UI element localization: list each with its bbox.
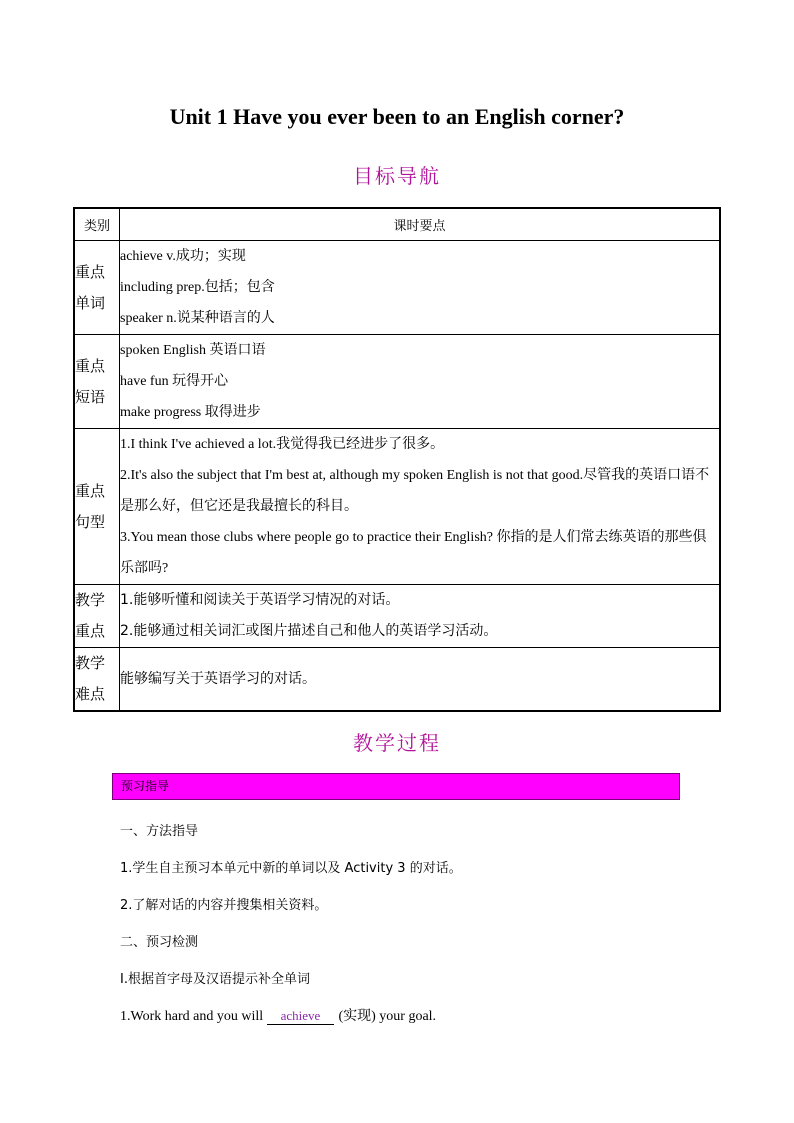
question-text: 1.Work hard and you will: [120, 1009, 267, 1024]
table-row: [74, 648, 720, 712]
section-title-goals: 目标导航: [353, 164, 441, 188]
content-line: 2.It's also the subject that I'm best at, although my spoken English is not that good.尽管我的英语口语不是那么好，但它还是我最擅长的科目。: [120, 468, 710, 514]
method-heading: 一、方法指导: [120, 824, 199, 839]
row-content: [120, 241, 721, 335]
row-category: [74, 648, 120, 712]
method-item: 2.了解对话的内容并搜集相关资料。: [120, 898, 328, 913]
category-line: 单词: [75, 293, 106, 312]
category-line: 重点: [75, 262, 106, 281]
content-line: achieve v.成功；实现: [120, 249, 246, 264]
row-content: [120, 429, 721, 585]
category-line: 短语: [75, 387, 106, 406]
content-line: 3.You mean those clubs where people go to practice their English? 你指的是人们常去练英语的那些俱乐部吗?: [120, 530, 707, 576]
table-row: [74, 585, 720, 648]
goals-table: [73, 207, 721, 712]
section-title-process: 教学过程: [353, 731, 441, 755]
table-header-row: [74, 208, 720, 241]
row-category: [74, 585, 120, 648]
method-item: 1.学生自主预习本单元中新的单词以及 Activity 3 的对话。: [120, 861, 462, 876]
category-line: 重点: [75, 622, 106, 640]
category-line: 句型: [75, 512, 106, 531]
page-title: Unit 1 Have you ever been to an English corner?: [169, 104, 625, 129]
content-line: 2.能够通过相关词汇或图片描述自己和他人的英语学习活动。: [120, 623, 498, 639]
content-line: 1.能够听懂和阅读关于英语学习情况的对话。: [120, 592, 400, 608]
content-line: speaker n.说某种语言的人: [120, 311, 275, 326]
answer-blank[interactable]: achieve: [267, 1008, 335, 1025]
row-content: [120, 585, 721, 648]
table-row: [74, 241, 720, 335]
question-1: [120, 1005, 436, 1025]
check-subheading: Ⅰ.根据首字母及汉语提示补全单词: [120, 972, 310, 987]
content-line: make progress 取得进步: [120, 405, 261, 420]
table-row: [74, 429, 720, 585]
category-line: 难点: [75, 685, 106, 703]
row-content: [120, 335, 721, 429]
header-category: 类别: [74, 208, 120, 241]
row-category: [74, 429, 120, 585]
table-row: [74, 335, 720, 429]
content-line: 能够编写关于英语学习的对话。: [120, 670, 316, 687]
category-line: 教学: [75, 654, 106, 672]
category-line: 重点: [75, 356, 106, 375]
question-text: (实现) your goal.: [338, 1009, 437, 1024]
category-line: 教学: [75, 591, 106, 609]
row-category: [74, 335, 120, 429]
content-line: including prep.包括；包含: [120, 280, 275, 295]
header-content: 课时要点: [120, 208, 721, 241]
preview-guide-bar: 预习指导: [112, 773, 680, 800]
category-line: 重点: [75, 481, 106, 500]
content-line: spoken English 英语口语: [120, 343, 266, 358]
row-category: [74, 241, 120, 335]
row-content: [120, 648, 721, 712]
content-line: have fun 玩得开心: [120, 374, 229, 389]
check-heading: 二、预习检测: [120, 935, 199, 950]
content-line: 1.I think I've achieved a lot.我觉得我已经进步了很多。: [120, 437, 445, 452]
